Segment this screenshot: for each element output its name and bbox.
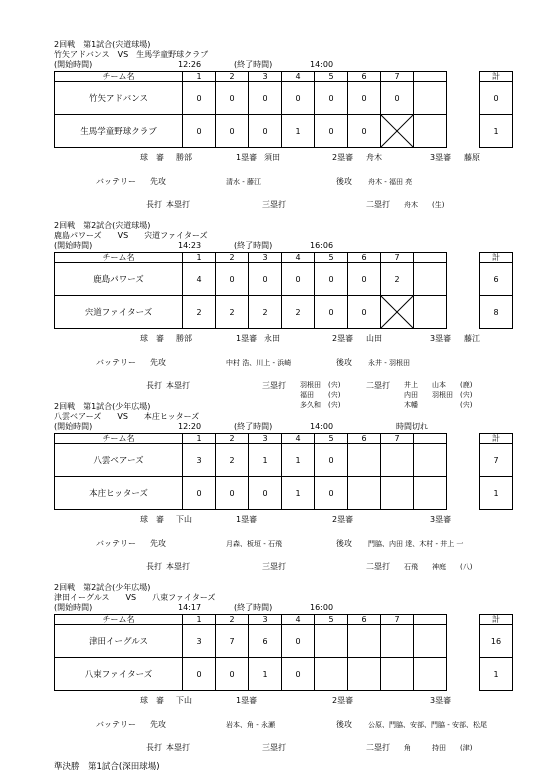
spacer-cell [447,115,480,148]
inning-score [348,658,381,691]
game-label: 2回戦 第2試合(宍道球場) [54,221,151,230]
second-base-umpire: 山田 [366,334,382,343]
end-time: 14:00 [310,422,334,431]
double-label: 二塁打 [366,743,390,752]
inning-header: 4 [282,253,315,263]
plate-umpire-label: 球 審 [140,515,164,524]
triple-label: 三塁打 [262,562,286,571]
extra-hits-label: 長打 [146,743,162,752]
spacer-cell [447,263,480,296]
inning-score: 0 [216,115,249,148]
start-time: 14:23 [178,241,202,250]
team-name: 鹿島パワーズ [55,263,183,296]
inning-score [414,444,447,477]
triple-label: 三塁打 [262,743,286,752]
start-time: 14:17 [178,603,202,612]
spacer-cell [447,296,480,329]
table-header [55,615,513,625]
extra-hits-label: 長打 [146,200,162,209]
battery-label: バッテリー [96,720,136,729]
end-label: (終了時間) [234,241,273,250]
second-attack-label: 後攻 [336,358,352,367]
first-attack-label: 先攻 [150,177,166,186]
first-base-umpire-label: 1塁審 [236,515,258,524]
first-base-umpire-label: 1塁審 [236,334,258,343]
inning-header: 7 [381,253,414,263]
triple-hitter: 福田 (宍) [300,391,341,399]
inning-header: 計 [480,434,513,444]
inning-header: 2 [216,253,249,263]
inning-score: 6 [249,625,282,658]
plate-umpire-label: 球 審 [140,153,164,162]
total-score: 6 [480,263,513,296]
start-label: (開始時間) [54,60,93,69]
first-base-umpire: 須田 [264,153,280,162]
spacer-cell [447,477,480,510]
third-base-umpire: 藤原 [464,153,480,162]
triple-hitter: 羽根田 (宍) [300,381,341,389]
inning-header [414,253,447,263]
inning-score: 0 [348,263,381,296]
game-label: 2回戦 第1試合(宍道球場) [54,40,151,49]
inning-score: 0 [282,82,315,115]
inning-header: 5 [315,253,348,263]
inning-score [414,625,447,658]
inning-score: 2 [381,263,414,296]
total-score: 0 [480,82,513,115]
matchup: 八雲ベアーズ VS 本庄ヒッターズ [54,412,200,421]
inning-score: 0 [315,296,348,329]
inning-score [414,477,447,510]
spacer-cell [447,444,480,477]
second-base-umpire-label: 2塁審 [332,515,354,524]
inning-header: 6 [348,434,381,444]
inning-score [414,263,447,296]
first-base-umpire: 永田 [264,334,280,343]
inning-header: 4 [282,615,315,625]
inning-score: 0 [315,263,348,296]
inning-score: 0 [183,82,216,115]
inning-score: 0 [381,82,414,115]
inning-header: 2 [216,434,249,444]
inning-score: 0 [249,82,282,115]
third-base-umpire-label: 3塁審 [430,153,452,162]
plate-umpire-label: 球 審 [140,696,164,705]
double-label: 二塁打 [366,381,390,390]
inning-header: 2 [216,72,249,82]
first-attack-label: 先攻 [150,539,166,548]
second-attack-label: 後攻 [336,720,352,729]
inning-score: 0 [315,82,348,115]
spacer-cell [447,658,480,691]
team-name: 津田イーグルス [55,625,183,658]
inning-score: 0 [282,658,315,691]
plate-umpire-label: 球 審 [140,334,164,343]
inning-score: 0 [216,82,249,115]
inning-score: 0 [249,115,282,148]
first-attack-label: 先攻 [150,720,166,729]
inning-header: 計 [480,253,513,263]
inning-score [414,296,447,329]
inning-header: 6 [348,253,381,263]
inning-score: 2 [216,296,249,329]
second-battery: 舟木 - 福田 亮 [368,178,413,186]
double-hitter: 木幡 (宍) [404,401,473,409]
first-battery: 岩本、角 - 永瀬 [226,721,275,729]
team-name: 八束ファイターズ [55,658,183,691]
second-battery: 永井 - 羽根田 [368,359,410,367]
table-header [55,72,513,82]
matchup: 鹿島パワーズ VS 宍道ファイターズ [54,231,208,240]
inning-header: 3 [249,434,282,444]
team-name: 八雲ベアーズ [55,444,183,477]
team-name: 宍道ファイターズ [55,296,183,329]
inning-header: 6 [348,72,381,82]
end-time: 16:00 [310,603,334,612]
inning-header: 3 [249,253,282,263]
inning-score [348,444,381,477]
inning-score: 1 [282,444,315,477]
end-label: (終了時間) [234,422,273,431]
spacer-cell [447,253,480,263]
second-battery: 門脇、内田 達、木村 - 井上 一 [368,540,464,548]
table-row [55,658,513,691]
inning-score: 0 [249,477,282,510]
inning-header: 1 [183,434,216,444]
inning-header: 計 [480,615,513,625]
triple-hitter: 多久和 (宍) [300,401,341,409]
inning-score: 3 [183,444,216,477]
inning-score: 0 [348,296,381,329]
inning-header: 7 [381,72,414,82]
end-time: 16:06 [310,241,334,250]
total-score: 1 [480,115,513,148]
team-name: 生馬学童野球クラブ [55,115,183,148]
inning-score: 1 [249,444,282,477]
second-attack-label: 後攻 [336,539,352,548]
inning-header: 5 [315,72,348,82]
third-base-umpire-label: 3塁審 [430,334,452,343]
end-label: (終了時間) [234,60,273,69]
inning-header: 2 [216,615,249,625]
end-time: 14:00 [310,60,334,69]
table-row [55,263,513,296]
second-battery: 公原、門脇、安部、門脇 - 安部、松尾 [368,721,487,729]
home-run-label: 本塁打 [166,381,190,390]
table-row [55,477,513,510]
inning-header: 4 [282,434,315,444]
inning-score: 0 [216,658,249,691]
score-table [54,71,513,148]
team-name: 竹矢アドバンス [55,82,183,115]
inning-score: 1 [282,115,315,148]
score-table [54,433,513,510]
inning-score: 7 [216,625,249,658]
team-column-header: チーム名 [55,434,183,444]
inning-header: 1 [183,253,216,263]
inning-score: 0 [282,625,315,658]
inning-score: 3 [183,625,216,658]
battery-label: バッテリー [96,358,136,367]
second-attack-label: 後攻 [336,177,352,186]
third-base-umpire-label: 3塁審 [430,515,452,524]
next-game-label: 準決勝 第1試合(深田球場) [54,762,160,772]
inning-score: 4 [183,263,216,296]
inning-score [348,625,381,658]
spacer-cell [447,72,480,82]
first-battery: 清水 - 藤江 [226,178,261,186]
second-base-umpire: 舟木 [366,153,382,162]
plate-umpire: 勝部 [176,334,192,343]
inning-header: 6 [348,615,381,625]
first-attack-label: 先攻 [150,358,166,367]
total-score: 1 [480,477,513,510]
inning-score [414,115,447,148]
inning-score [315,658,348,691]
inning-score: 0 [348,115,381,148]
inning-score [381,658,414,691]
inning-header: 5 [315,434,348,444]
inning-header: 4 [282,72,315,82]
inning-header: 3 [249,615,282,625]
inning-score: 0 [315,444,348,477]
double-hitter: 井上 山本 (鹿) [404,381,473,389]
first-base-umpire-label: 1塁審 [236,696,258,705]
triple-label: 三塁打 [262,200,286,209]
double-hitter: 石飛 神庭 (八) [404,563,473,571]
inning-score [414,658,447,691]
plate-umpire: 下山 [176,696,192,705]
team-column-header: チーム名 [55,615,183,625]
inning-score [315,625,348,658]
game-note: 時間切れ [396,422,428,431]
inning-score: 0 [183,477,216,510]
inning-score [414,82,447,115]
inning-header: 計 [480,72,513,82]
unplayed-inning-cross [381,296,414,329]
triple-label: 三塁打 [262,381,286,390]
total-score: 1 [480,658,513,691]
battery-label: バッテリー [96,539,136,548]
inning-header [414,434,447,444]
table-row [55,296,513,329]
inning-score: 2 [282,296,315,329]
first-battery: 中村 浩、川上 - 浜崎 [226,359,292,367]
start-label: (開始時間) [54,422,93,431]
second-base-umpire-label: 2塁審 [332,334,354,343]
inning-score: 0 [183,658,216,691]
matchup: 津田イーグルス VS 八束ファイターズ [54,593,216,602]
inning-header: 1 [183,72,216,82]
inning-score: 0 [183,115,216,148]
total-score: 16 [480,625,513,658]
double-hitter: 内田 羽根田 (宍) [404,391,473,399]
team-column-header: チーム名 [55,72,183,82]
game-label: 2回戦 第1試合(少年広場) [54,402,151,411]
third-base-umpire: 藤江 [464,334,480,343]
inning-score [381,444,414,477]
inning-header: 3 [249,72,282,82]
plate-umpire: 下山 [176,515,192,524]
inning-header: 1 [183,615,216,625]
start-label: (開始時間) [54,603,93,612]
inning-header: 5 [315,615,348,625]
spacer-cell [447,434,480,444]
spacer-cell [447,82,480,115]
team-column-header: チーム名 [55,253,183,263]
double-label: 二塁打 [366,200,390,209]
end-label: (終了時間) [234,603,273,612]
home-run-label: 本塁打 [166,562,190,571]
double-label: 二塁打 [366,562,390,571]
inning-header [414,72,447,82]
total-score: 7 [480,444,513,477]
double-hitter: 角 持田 (津) [404,744,473,752]
unplayed-inning-cross [381,115,414,148]
start-time: 12:20 [178,422,202,431]
spacer-cell [447,625,480,658]
inning-score: 2 [183,296,216,329]
inning-score [381,625,414,658]
team-name: 本庄ヒッターズ [55,477,183,510]
total-score: 8 [480,296,513,329]
inning-score: 0 [249,263,282,296]
start-time: 12:26 [178,60,202,69]
double-hitter: 舟木 (生) [404,201,445,209]
home-run-label: 本塁打 [166,200,190,209]
inning-header: 7 [381,615,414,625]
matchup: 竹矢アドバンス VS 生馬学童野球クラブ [54,50,209,59]
inning-score: 0 [282,263,315,296]
inning-score: 0 [315,477,348,510]
table-row [55,82,513,115]
extra-hits-label: 長打 [146,562,162,571]
inning-header [414,615,447,625]
second-base-umpire-label: 2塁審 [332,696,354,705]
score-table [54,252,513,329]
inning-score [381,477,414,510]
inning-score: 2 [249,296,282,329]
inning-score: 1 [282,477,315,510]
inning-header: 7 [381,434,414,444]
inning-score: 0 [315,115,348,148]
table-row [55,625,513,658]
inning-score: 2 [216,444,249,477]
extra-hits-label: 長打 [146,381,162,390]
inning-score [348,477,381,510]
spacer-cell [447,615,480,625]
start-label: (開始時間) [54,241,93,250]
third-base-umpire-label: 3塁審 [430,696,452,705]
home-run-label: 本塁打 [166,743,190,752]
table-row [55,115,513,148]
inning-score: 0 [216,477,249,510]
table-row [55,444,513,477]
inning-score: 0 [348,82,381,115]
first-battery: 月森、板垣 - 石飛 [226,540,282,548]
game-label: 2回戦 第2試合(少年広場) [54,583,151,592]
plate-umpire: 勝部 [176,153,192,162]
battery-label: バッテリー [96,177,136,186]
second-base-umpire-label: 2塁審 [332,153,354,162]
inning-score: 0 [216,263,249,296]
table-header [55,434,513,444]
inning-score: 1 [249,658,282,691]
first-base-umpire-label: 1塁審 [236,153,258,162]
table-header [55,253,513,263]
score-table [54,614,513,691]
